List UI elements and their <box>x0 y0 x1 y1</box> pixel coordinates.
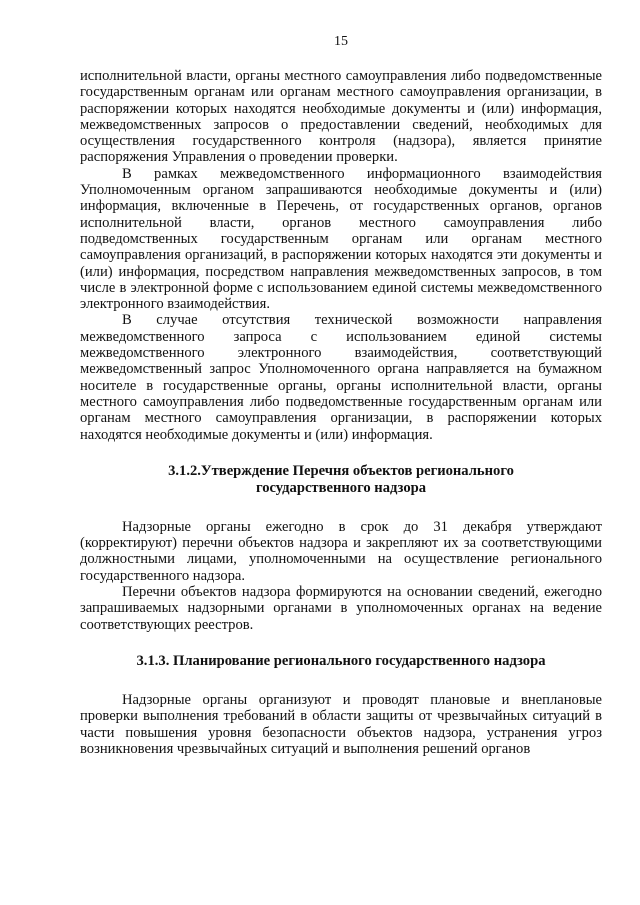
section-heading-3-1-3: 3.1.3. Планирование регионального государственного надзора <box>136 652 546 669</box>
paragraph-paper-request: В случае отсутствия технической возможности направления межведомственного запроса с использованием единой системы межведомственного электронного взаимодействия, соответствующий межведомственный запрос Уполномоченного органа направляется на бумажном носителе в государственные органы, органы исполнительной власти, органы местного самоуправления либо подведомственные государственным органам или органам местного самоуправления организации, в распоряжении которых находятся необходимые документы и (или) информация. <box>80 312 602 443</box>
section-heading-3-1-2-line2: государственного надзора <box>255 479 427 496</box>
paragraph-continuation: исполнительной власти, органы местного самоуправления либо подведомственные государственным органам или органам местного самоуправления организации, в распоряжении которых находятся необходимые документы и (или) информация, межведомственных запросов о предоставлении сведений, необходимых для осуществления государственного контроля (надзора), является принятие распоряжения Управления о проведении проверки. <box>80 68 602 166</box>
page-number: 15 <box>334 34 348 49</box>
paragraph-object-lists: Перечни объектов надзора формируются на основании сведений, ежегодно запрашиваемых надзорными органами в уполномоченных органах на ведение соответствующих реестров. <box>80 584 602 633</box>
section-heading-3-1-2 <box>80 463 602 497</box>
paragraph-annual-approval: Надзорные органы ежегодно в срок до 31 декабря утверждают (корректируют) перечни объектов надзора и закрепляют их за соответствующими должностными лицами, уполномоченными на осуществление регионального государственного надзора. <box>80 518 602 584</box>
section-heading-3-1-2-line1: 3.1.2.Утверждение Перечня объектов регионального <box>168 462 514 479</box>
paragraph-interagency-cooperation: В рамках межведомственного информационного взаимодействия Уполномоченным органом запрашиваются необходимые документы и (или) информация, включенные в Перечень, от государственных органов, органов исполнительной власти, органов местного самоуправления либо подведомственных государственным органам или органам местного самоуправления организаций, в распоряжении которых находятся эти документы и (или) информация, посредством направления межведомственных запросов, в том числе в электронной форме с использованием единой системы межведомственного электронного взаимодействия. <box>80 165 602 313</box>
paragraph-planning: Надзорные органы организуют и проводят плановые и внеплановые проверки выполнения требований в области защиты от чрезвычайных ситуаций в части повышения уровня безопасности объектов надзора, устранения угроз возникновения чрезвычайных ситуаций и выполнения решений органов <box>80 691 602 757</box>
